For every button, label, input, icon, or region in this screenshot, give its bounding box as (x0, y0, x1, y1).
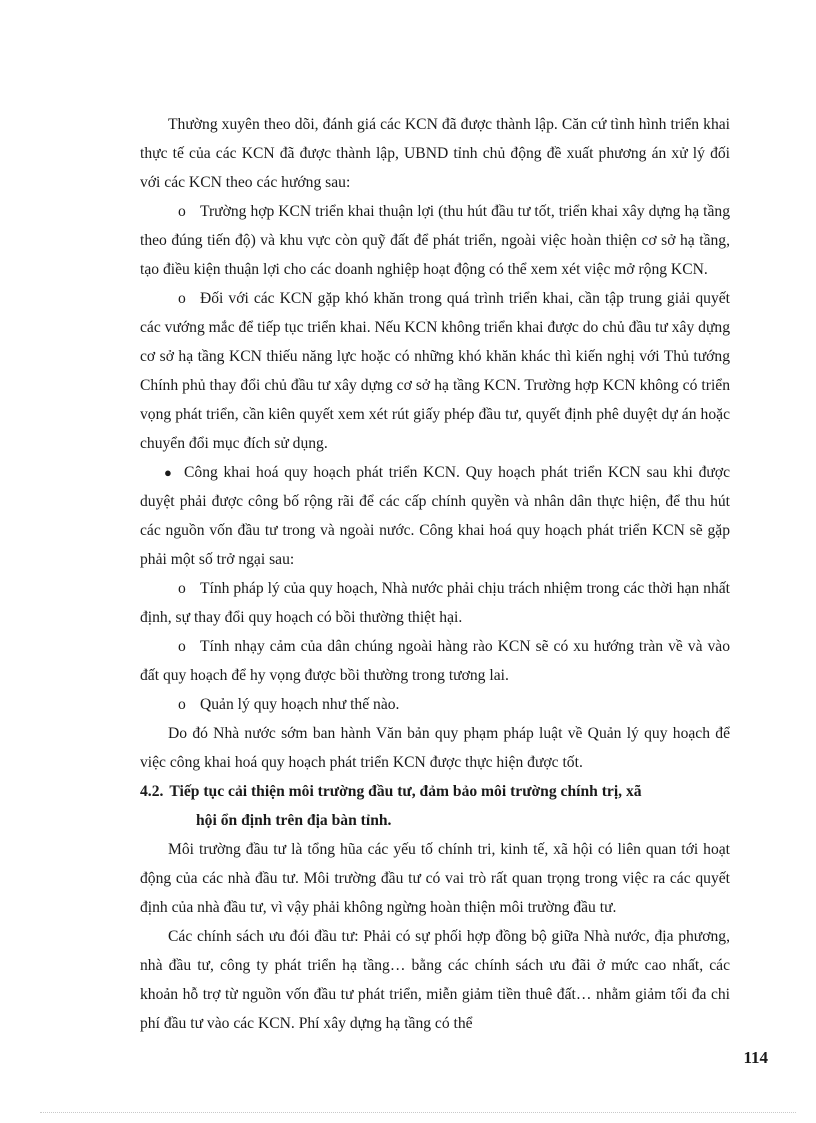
list-item-text: Tính nhạy cảm của dân chúng ngoài hàng rào KCN sẽ có xu hướng tràn về và vào đất quy hoạch để hy vọng được bồi thường trong tương lai. (140, 638, 730, 684)
footer-divider (40, 1112, 796, 1113)
paragraph: Thường xuyên theo dõi, đánh giá các KCN đã được thành lập. Căn cứ tình hình triển khai thực tế của các KCN đã được thành lập, UBND tỉnh chủ động đề xuất phương án xử lý đối với các KCN theo các hướng sau: (140, 116, 730, 191)
section-number: 4.2. (140, 783, 164, 800)
circle-bullet-icon: o (178, 696, 186, 713)
paragraph: Môi trường đầu tư là tổng hũa các yếu tố chính tri, kinh tế, xã hội có liên quan tới hoạt động của các nhà đầu tư. Môi trường đầu tư có vai trò rất quan trọng trong việc ra các quyết định của nhà đầu tư, vì vậy phải không ngừng hoàn thiện môi trường đầu tư. (140, 841, 730, 916)
section-heading (140, 777, 730, 806)
circle-bullet-icon: o (178, 290, 186, 307)
page-number: 114 (743, 1048, 768, 1067)
list-item-text: Quản lý quy hoạch như thế nào. (200, 696, 400, 713)
filled-bullet-icon: ● (164, 465, 172, 480)
list-item (140, 574, 730, 632)
document-body (140, 110, 730, 1038)
paragraph: Các chính sách ưu đói đầu tư: Phải có sự phối hợp đồng bộ giữa Nhà nước, địa phương, nhà đầu tư, công ty phát triển hạ tầng… bằng các chính sách ưu đãi ở mức cao nhất, các khoản hỗ trợ từ nguồn vốn đầu tư phát triển, miễn giảm tiền thuê đất… nhằm giảm tối đa chi phí đầu tư vào các KCN. Phí xây dựng hạ tầng có thể (140, 928, 730, 1032)
list-item (140, 632, 730, 690)
list-item (140, 284, 730, 458)
list-item (140, 690, 730, 719)
section-heading-continuation: hội ổn định trên địa bàn tỉnh. (196, 812, 392, 829)
circle-bullet-icon: o (178, 203, 186, 220)
list-item-text: Trường hợp KCN triển khai thuận lợi (thu hút đầu tư tốt, triển khai xây dựng hạ tầng theo đúng tiến độ) và khu vực còn quỹ đất để phát triển, ngoài việc hoàn thiện cơ sở hạ tầng, tạo điều kiện thuận lợi cho các doanh nghiệp hoạt động có thể xem xét việc mở rộng KCN. (140, 203, 730, 278)
circle-bullet-icon: o (178, 638, 186, 655)
list-item-text: Công khai hoá quy hoạch phát triển KCN. Quy hoạch phát triển KCN sau khi được duyệt phải được công bố rộng rãi để các cấp chính quyền và nhân dân thực hiện, để thu hút các nguồn vốn đầu tư trong và ngoài nước. Công khai hoá quy hoạch phát triển KCN sẽ gặp phải một số trở ngại sau: (140, 464, 730, 568)
list-item-text: Tính pháp lý của quy hoạch, Nhà nước phải chịu trách nhiệm trong các thời hạn nhất định, sự thay đổi quy hoạch có bồi thường thiệt hại. (140, 580, 730, 626)
list-item (140, 458, 730, 574)
section-heading-text: Tiếp tục cải thiện môi trường đầu tư, đảm bảo môi trường chính trị, xã (169, 783, 642, 800)
list-item-text: Đối với các KCN gặp khó khăn trong quá trình triển khai, cần tập trung giải quyết các vướng mắc để tiếp tục triển khai. Nếu KCN không triển khai được do chủ đầu tư xây dựng cơ sở hạ tầng KCN thiếu năng lực hoặc có những khó khăn khác thì kiến nghị với Thủ tướng Chính phủ thay đổi chủ đầu tư xây dựng cơ sở hạ tầng KCN. Trường hợp KCN không có triển vọng phát triển, cần kiên quyết xem xét rút giấy phép đầu tư, quyết định phê duyệt dự án hoặc chuyển đổi mục đích sử dụng. (140, 290, 730, 452)
circle-bullet-icon: o (178, 580, 186, 597)
paragraph: Do đó Nhà nước sớm ban hành Văn bản quy phạm pháp luật về Quản lý quy hoạch để việc công khai hoá quy hoạch phát triển KCN được thực hiện được tốt. (140, 725, 730, 771)
list-item (140, 197, 730, 284)
